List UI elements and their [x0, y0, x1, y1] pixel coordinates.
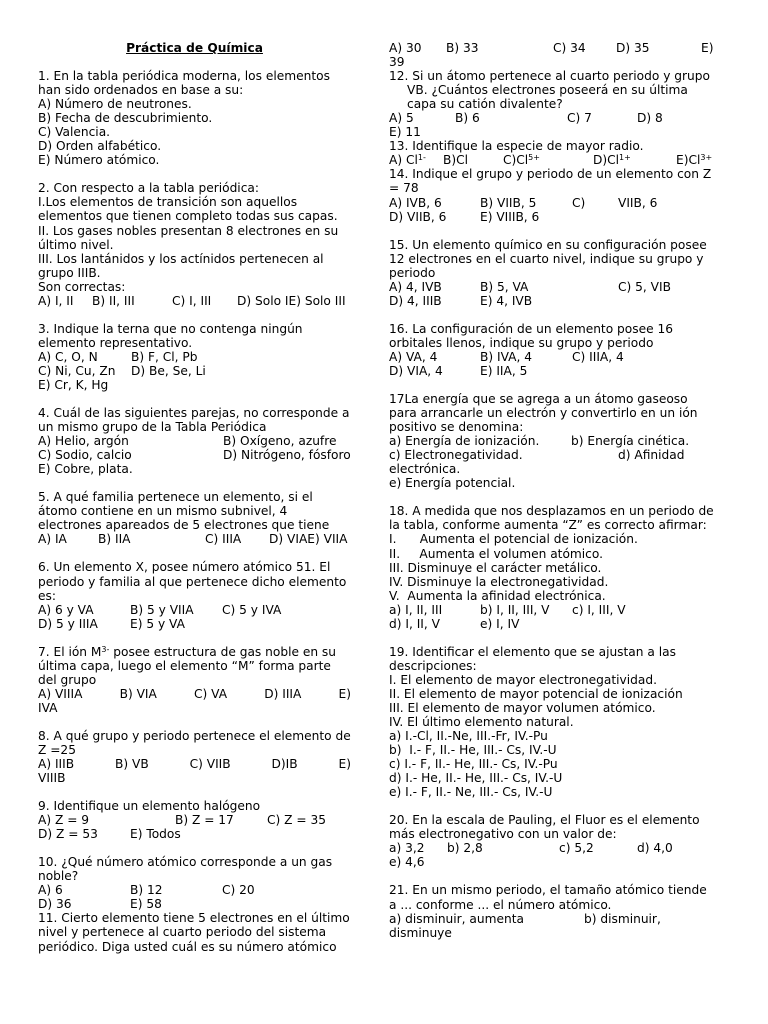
question-11: [38, 911, 351, 953]
options-row: [38, 350, 351, 364]
option: C) 5, VIB: [618, 279, 671, 294]
option: E) Cr, K, Hg: [38, 377, 109, 392]
option-continuation: VIIIB: [38, 771, 66, 786]
option: D)IB: [271, 757, 298, 772]
options-row: [389, 41, 717, 55]
question-stem: 4. Cuál de las siguientes parejas, no corresponde a un mismo grupo de la Tabla Periódica: [38, 406, 350, 435]
option: d) Afinidad: [618, 448, 685, 463]
question-stem: 19. Identificar el elemento que se ajustan a las descripciones:: [389, 644, 676, 673]
option: A) 30: [389, 41, 422, 55]
option: B) IVA, 4: [480, 349, 532, 364]
option: A) I, II: [38, 293, 74, 308]
option: E) 4, IVB: [480, 293, 533, 308]
question-19: [389, 645, 717, 800]
question-15: [389, 238, 717, 308]
left-column: [38, 41, 351, 968]
question-stem: 12. Si un átomo pertenece al cuarto periodo y grupo VB. ¿Cuántos electrones poseerá en su última capa su catión divalente?: [389, 69, 710, 112]
question-stem: 15. Un elemento químico en su configuración posee 12 electrones en el cuarto nivel, indique su grupo y periodo: [389, 237, 707, 280]
question-stem: 2. Con respecto a la tabla periódica:: [38, 181, 259, 196]
question-stem: 1. En la tabla periódica moderna, los elementos han sido ordenados en base a su:: [38, 69, 330, 98]
question-stem: 14. Indique el grupo y periodo de un elemento con Z = 78: [389, 167, 712, 196]
option-text: B)Cl: [443, 153, 469, 168]
option-continuation: electrónica.: [389, 462, 461, 477]
statement: II. El elemento de mayor potencial de ionización: [389, 686, 683, 701]
option: a) I.-Cl, II.-Ne, III.-Fr, IV.-Pu: [389, 729, 548, 744]
option: A) Z = 9: [38, 813, 90, 828]
question-stem: 9. Identifique un elemento halógeno: [38, 799, 261, 814]
question-stem: 20. En la escala de Pauling, el Fluor es el elemento más electronegativo con un valor de:: [389, 813, 700, 842]
charge-superscript: 3+: [700, 153, 713, 163]
statement: III. Disminuye el carácter metálico.: [389, 560, 602, 575]
option: D) VIIB, 6: [389, 209, 447, 224]
option: [443, 153, 503, 167]
option: C) 5 y IVA: [222, 602, 282, 617]
question-11-options: [389, 41, 717, 69]
options-row: [38, 813, 351, 827]
options-row: [389, 448, 717, 462]
question-10: [38, 855, 351, 911]
question-9: [38, 799, 351, 841]
option: A) 6: [38, 883, 63, 898]
option: c) I, III, V: [572, 602, 626, 617]
option: b) I.- F, II.- He, III.- Cs, IV.-U: [389, 743, 557, 758]
option: A) IIIB: [38, 757, 75, 772]
charge-superscript: 3-: [101, 644, 110, 654]
question-5: [38, 490, 351, 546]
options-row: [389, 111, 717, 125]
question-stem: 16. La configuración de un elemento posee 16 orbitales llenos, indique su grupo y periodo: [389, 321, 673, 350]
options-row: [38, 617, 351, 631]
options-row: [38, 687, 351, 701]
question-stem: 10. ¿Qué número atómico corresponde a un gas noble?: [38, 855, 333, 884]
option: D) 35: [616, 41, 650, 55]
option: [593, 153, 676, 167]
option: A) IA: [38, 532, 67, 547]
options-row: [38, 532, 351, 546]
statement: II. Aumenta el volumen atómico.: [389, 546, 603, 561]
options-row: [389, 350, 717, 364]
options-row: [389, 841, 717, 855]
option: E) Cobre, plata.: [38, 462, 133, 477]
options-row: [38, 897, 351, 911]
option: C) I, III: [172, 293, 212, 308]
option: a) I, II, III: [389, 602, 443, 617]
question-8: [38, 729, 351, 785]
option: [503, 153, 593, 167]
option: E) Todos: [130, 827, 181, 842]
option: B) VIIB, 5: [480, 195, 537, 210]
option: D) VIAE) VIIA: [269, 532, 348, 547]
options-row: [389, 280, 717, 294]
statement: I. El elemento de mayor electronegatividad.: [389, 672, 657, 687]
option: a) 3,2: [389, 841, 425, 856]
option: C) IIIA, 4: [572, 349, 624, 364]
options-row: [389, 617, 717, 631]
options-row: [389, 210, 717, 224]
option: D) 5 y IIIA: [38, 616, 98, 631]
charge-superscript: 5+: [528, 153, 540, 163]
option: C): [572, 195, 586, 210]
option: E): [338, 757, 351, 772]
option: e) I, IV: [480, 616, 520, 631]
option: C) Valencia.: [38, 125, 111, 140]
option: D) 4, IIIB: [389, 293, 442, 308]
option: A) VA, 4: [389, 349, 438, 364]
option: B) II, III: [92, 293, 135, 308]
option-continuation: 39: [389, 55, 405, 70]
option: D) IIIA: [264, 686, 302, 701]
question-stem: 8. A qué grupo y periodo pertenece el elemento de Z =25: [38, 728, 351, 757]
option: B) Z = 17: [175, 813, 234, 828]
option: c) Electronegatividad.: [389, 448, 523, 463]
question-16: [389, 322, 717, 378]
question-stem: 6. Un elemento X, posee número atómico 51. El periodo y familia al que pertenece dicho elemento es:: [38, 560, 347, 603]
option: a) disminuir, aumenta: [389, 911, 524, 926]
option: C) Z = 35: [267, 813, 326, 828]
question-4: [38, 406, 351, 476]
option: d) I.- He, II.- He, III.- Cs, IV.-U: [389, 771, 563, 786]
option: VIIB, 6: [618, 195, 658, 210]
option: A) Número de neutrones.: [38, 97, 192, 112]
options-row: [38, 603, 351, 617]
option: b) Energía cinética.: [571, 434, 690, 449]
option: C) 7: [567, 111, 592, 126]
option: B) Oxígeno, azufre: [223, 434, 337, 449]
option-text: C)Cl: [503, 153, 529, 168]
option: e) Energía potencial.: [389, 476, 516, 491]
question-stem: 13. Identifique la especie de mayor radio.: [389, 139, 644, 154]
options-row: [38, 883, 351, 897]
question-17: [389, 392, 717, 490]
stem-text: posee estructura de gas noble en su última capa, luego el elemento “M” forma parte del grupo: [38, 644, 336, 687]
options-row: [389, 153, 717, 167]
right-column: [389, 41, 717, 954]
option: D) Nitrógeno, fósforo: [223, 448, 351, 463]
options-row: [389, 294, 717, 308]
option: B) 5, VA: [480, 279, 529, 294]
option-text: E)Cl: [676, 153, 701, 168]
option: E) VIIIB, 6: [480, 209, 540, 224]
options-row: [38, 757, 351, 771]
option: B) Fecha de descubrimiento.: [38, 111, 213, 126]
option: B) 5 y VIIA: [130, 602, 194, 617]
option: e) I.- F, II.- Ne, III.- Cs, IV.-U: [389, 785, 553, 800]
option: B) F, Cl, Pb: [131, 349, 198, 364]
option: C) Sodio, calcio: [38, 448, 132, 463]
option: A) 6 y VA: [38, 602, 94, 617]
option: c) 5,2: [559, 841, 594, 856]
question-stem: 21. En un mismo periodo, el tamaño atómico tiende a ... conforme ... el número atómico.: [389, 883, 707, 912]
option: A) C, O, N: [38, 349, 98, 364]
statement: I.Los elementos de transición son aquellos elementos que tienen completo todas sus capas.: [38, 195, 338, 224]
option: C) VIIB: [189, 757, 231, 772]
question-13: [389, 139, 717, 167]
option: A) VIIIA: [38, 686, 83, 701]
option: C) Ni, Cu, Zn: [38, 363, 116, 378]
question-12: [389, 69, 717, 139]
question-stem: 18. A medida que nos desplazamos en un periodo de la tabla, conforme aumenta “Z” es correcto afirmar:: [389, 504, 714, 533]
option: D) 36: [38, 897, 72, 912]
question-stem: 17La energía que se agrega a un átomo gaseoso para arrancarle un electrón y convertirlo en un ión positivo se denomina:: [389, 392, 698, 435]
option: B) VB: [115, 757, 149, 772]
option: A) IVB, 6: [389, 195, 442, 210]
options-row: [389, 603, 717, 617]
options-row: [389, 434, 717, 448]
option: E) 58: [130, 897, 162, 912]
options-row: [389, 364, 717, 378]
options-row: [389, 912, 717, 926]
statement: V. Aumenta la afinidad electrónica.: [389, 588, 606, 603]
question-18: [389, 504, 717, 630]
option-text: A) Cl: [389, 153, 418, 168]
statement: Son correctas:: [38, 279, 126, 294]
option: E) Número atómico.: [38, 153, 160, 168]
option: d) 4,0: [637, 841, 673, 856]
question-3: [38, 322, 351, 392]
option: b) 2,8: [447, 841, 483, 856]
option: C) VA: [194, 686, 228, 701]
option: D) Z = 53: [38, 827, 98, 842]
question-1: [38, 69, 351, 167]
options-row: [38, 827, 351, 841]
option: D) Be, Se, Li: [131, 363, 206, 378]
option: C) IIIA: [205, 532, 242, 547]
statement: I. Aumenta el potencial de ionización.: [389, 532, 638, 547]
option-continuation: IVA: [38, 700, 58, 715]
question-6: [38, 560, 351, 630]
option-continuation: disminuye: [389, 925, 452, 940]
statement: III. El elemento de mayor volumen atómico.: [389, 700, 656, 715]
option: E): [338, 686, 351, 701]
statement: II. Los gases nobles presentan 8 electrones en su último nivel.: [38, 223, 339, 252]
question-stem: 5. A qué familia pertenece un elemento, si el átomo contiene en un mismo subnivel, 4 electrones apareados de 5 electrones que tiene: [38, 490, 330, 533]
question-2: [38, 181, 351, 307]
option: B) IIA: [98, 532, 131, 547]
options-row: [38, 448, 351, 462]
stem-text: 7. El ión M: [38, 644, 102, 659]
option: e) 4,6: [389, 855, 425, 870]
question-stem: 11. Cierto elemento tiene 5 electrones en el último nivel y pertenece al cuarto periodo del sistema periódico. Diga usted cuál es su número atómico: [38, 911, 350, 954]
statement: III. Los lantánidos y los actínidos pertenecen al grupo IIIB.: [38, 251, 324, 280]
option: a) Energía de ionización.: [389, 434, 540, 449]
option: D) VIA, 4: [389, 363, 443, 378]
option: B) 6: [455, 111, 480, 126]
question-7: [38, 645, 351, 715]
question-stem: [38, 645, 351, 687]
option: C) 20: [222, 883, 255, 898]
option: b) disminuir,: [584, 911, 661, 926]
question-14: [389, 167, 717, 223]
option: B) VIA: [119, 686, 157, 701]
charge-superscript: 1-: [417, 153, 426, 163]
options-row: [389, 196, 717, 210]
page-title: Práctica de Química: [126, 41, 263, 55]
option-text: D)Cl: [593, 153, 620, 168]
option: A) 5: [389, 111, 414, 126]
option: D) Solo IE) Solo III: [237, 293, 346, 308]
options-row: [38, 434, 351, 448]
option: b) I, II, III, V: [480, 602, 550, 617]
option: E) 11: [389, 125, 421, 140]
options-row: [38, 294, 351, 308]
option: [676, 153, 712, 167]
option: c) I.- F, II.- He, III.- Cs, IV.-Pu: [389, 757, 558, 772]
option: D) Orden alfabético.: [38, 139, 162, 154]
option: d) I, II, V: [389, 616, 440, 631]
option: A) 4, IVB: [389, 279, 442, 294]
statement: IV. El último elemento natural.: [389, 715, 574, 730]
question-21: [389, 883, 717, 939]
question-stem: 3. Indique la terna que no contenga ningún elemento representativo.: [38, 321, 303, 350]
options-row: [38, 364, 351, 378]
statement: IV. Disminuye la electronegatividad.: [389, 574, 609, 589]
option: [389, 153, 443, 167]
option: B) 12: [130, 883, 163, 898]
option: E): [701, 41, 714, 55]
question-20: [389, 813, 717, 869]
option: B) 33: [446, 41, 479, 55]
option: E) 5 y VA: [130, 616, 185, 631]
charge-superscript: 1+: [619, 153, 631, 163]
option: E) IIA, 5: [480, 363, 528, 378]
option: C) 34: [553, 41, 586, 55]
option: D) 8: [637, 111, 663, 126]
option: A) Helio, argón: [38, 434, 129, 449]
